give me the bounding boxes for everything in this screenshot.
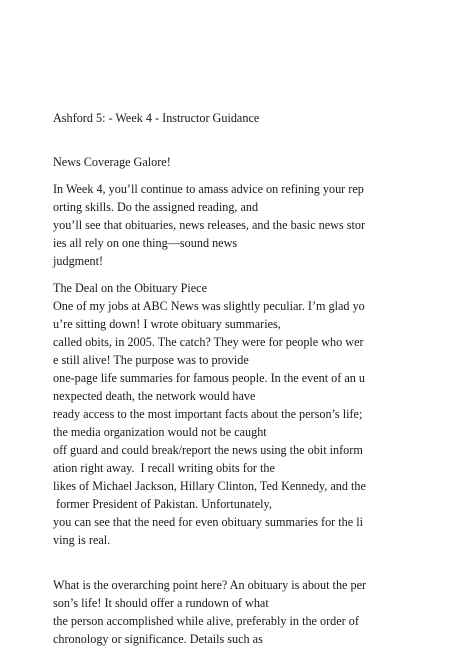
paragraph-line: called obits, in 2005. The catch? They were for people who wer	[53, 335, 364, 349]
paragraph-line: What is the overarching point here? An obituary is about the per	[53, 578, 367, 592]
paragraph-line: judgment!	[53, 254, 104, 268]
paragraph-line: ies all rely on one thing—sound news	[53, 236, 238, 250]
paragraph-line: chronology or significance. Details such as	[53, 632, 263, 646]
paragraph-line: In Week 4, you’ll continue to amass advice on refining your rep	[53, 182, 364, 196]
paragraph-line: son’s life! It should offer a rundown of what	[53, 596, 269, 610]
paragraph-line: likes of Michael Jackson, Hillary Clinton, Ted Kennedy, and the	[53, 479, 366, 493]
section-heading: News Coverage Galore!	[53, 155, 171, 169]
paragraph-line: ation right away. I recall writing obits for the	[53, 461, 275, 475]
paragraph-line: ready access to the most important facts about the person’s life;	[53, 407, 363, 421]
paragraph-line: one-page life summaries for famous people. In the event of an u	[53, 371, 366, 385]
paragraph-line: orting skills. Do the assigned reading, and	[53, 200, 259, 214]
subheading: The Deal on the Obituary Piece	[53, 281, 207, 295]
paragraph-line: u’re sitting down! I wrote obituary summaries,	[53, 317, 281, 331]
paragraph-line: the person accomplished while alive, preferably in the order of	[53, 614, 359, 628]
paragraph-line: former President of Pakistan. Unfortunately,	[53, 497, 272, 511]
paragraph-line: the media organization would not be caught	[53, 425, 267, 439]
document-title: Ashford 5: - Week 4 - Instructor Guidance	[53, 111, 260, 125]
paragraph-line: you’ll see that obituaries, news releases, and the basic news stor	[53, 218, 366, 232]
paragraph-line: One of my jobs at ABC News was slightly peculiar. I’m glad yo	[53, 299, 365, 313]
paragraph-line: ving is real.	[53, 533, 111, 547]
paragraph-line: you can see that the need for even obituary summaries for the li	[53, 515, 363, 529]
paragraph-line: nexpected death, the network would have	[53, 389, 256, 403]
paragraph-line: off guard and could break/report the news using the obit inform	[53, 443, 363, 457]
paragraph-line: e still alive! The purpose was to provide	[53, 353, 249, 367]
